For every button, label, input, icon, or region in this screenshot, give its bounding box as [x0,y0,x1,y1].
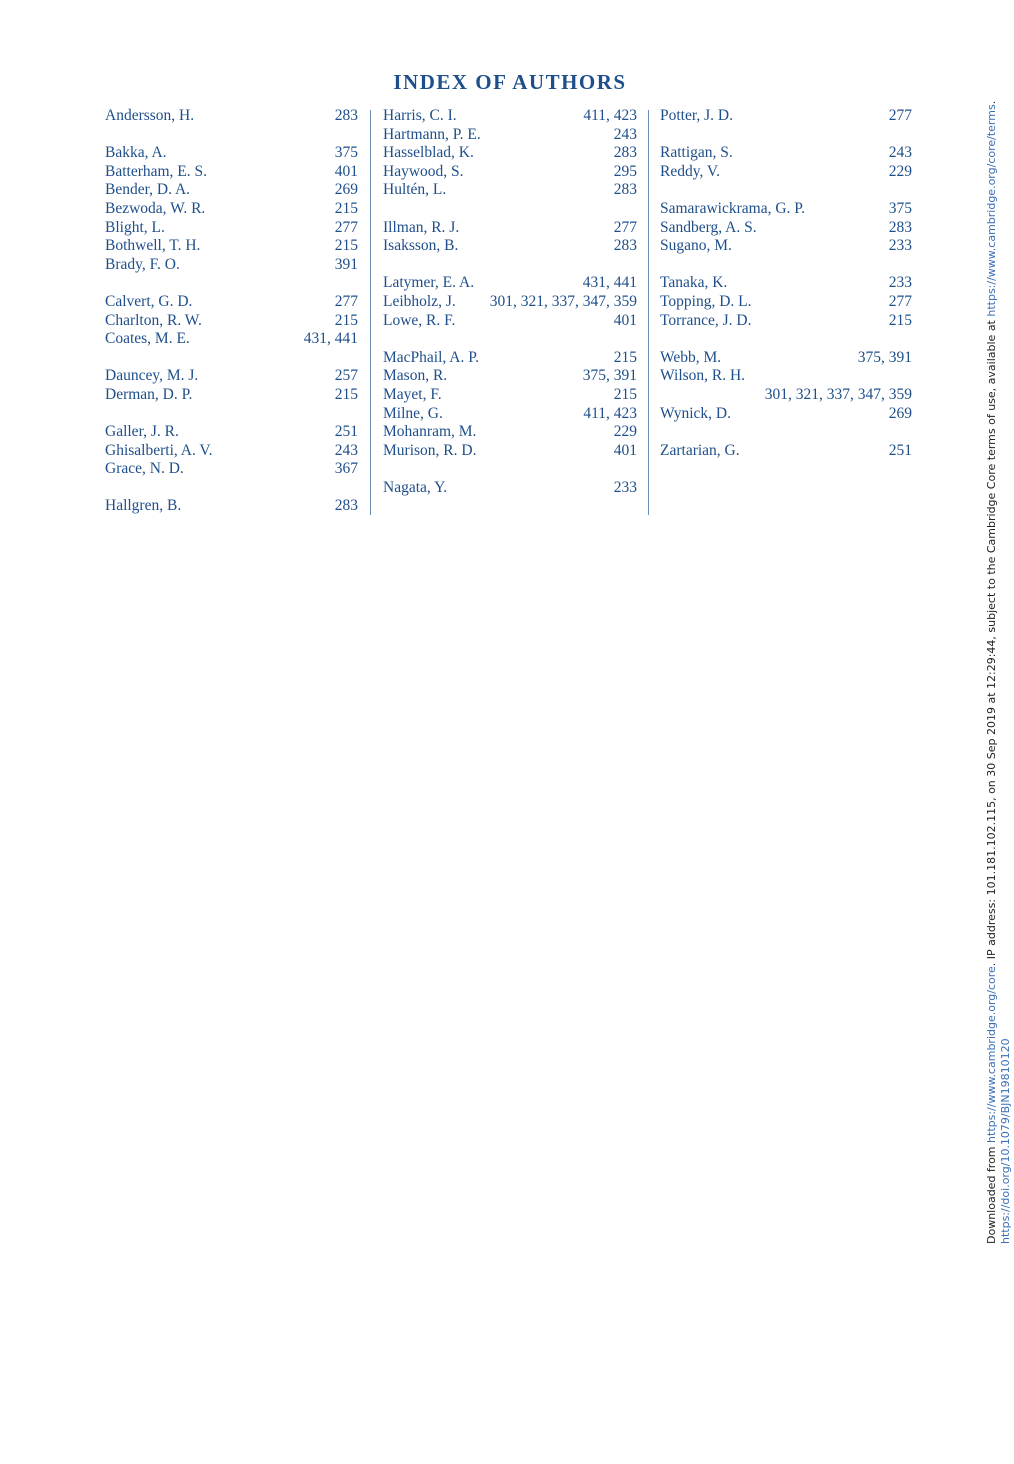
author-name: Sandberg, A. S. [660,218,757,236]
page-numbers: 277 [888,107,912,124]
page-numbers: 283 [613,181,637,199]
page-numbers: 283 [334,497,358,515]
page-numbers: 283 [613,144,637,162]
page-numbers: 215 [334,199,358,217]
page-numbers: 215 [334,385,358,403]
page-numbers: 401 [334,162,358,180]
page-numbers: 233 [888,237,912,255]
author-entry [660,312,912,331]
author-name: MacPhail, A. P. [383,348,480,366]
author-name: Wynick, D. [660,404,731,422]
page-numbers: 277 [613,218,637,236]
page-numbers: 283 [613,237,637,255]
index-column-1 [105,107,358,516]
entry-gap [383,330,637,349]
author-entry [383,107,637,126]
page-numbers: 431, 441 [303,330,358,348]
author-entry [660,163,912,182]
author-entry [383,423,637,442]
page-numbers: 243 [334,441,358,459]
page-numbers: 301, 321, 337, 347, 359 [489,292,637,310]
page-numbers: 251 [334,423,358,441]
author-name: Murison, R. D. [383,441,477,459]
author-entry [105,107,358,126]
author-entry [105,497,358,516]
author-name: Bezwoda, W. R. [105,199,206,217]
page-numbers: 301, 321, 337, 347, 359 [764,385,912,403]
page-numbers: 277 [334,218,358,236]
author-name: Potter, J. D. [660,107,734,124]
author-entry [105,312,358,331]
author-entry [383,219,637,238]
author-entry [660,219,912,238]
page-numbers: 295 [613,162,637,180]
author-entry [660,367,912,386]
notice-middle: . IP address: 101.181.102.115, on 30 Sep 2019 at 12:29:44, subject to the Cambridge Core terms of use, available at [985,316,998,967]
author-entry [105,423,358,442]
entry-gap [660,256,912,275]
author-name: Illman, R. J. [383,218,460,236]
author-entry [105,256,358,275]
page-numbers: 229 [888,162,912,180]
page-numbers: 401 [613,441,637,459]
entry-gap [105,349,358,368]
author-entry [660,237,912,256]
entry-gap [105,405,358,424]
author-entry [660,200,912,219]
page-numbers: 269 [888,404,912,422]
author-name: Webb, M. [660,348,722,366]
page-numbers: 269 [334,181,358,199]
notice-suffix: . [985,100,998,105]
page-numbers: 283 [888,218,912,236]
author-name: Hallgren, B. [105,497,182,515]
author-name: Ghisalberti, A. V. [105,441,213,459]
author-entry [105,219,358,238]
author-name: Coates, M. E. [105,330,190,348]
entry-gap [660,181,912,200]
author-entry [660,405,912,424]
author-entry [660,386,912,405]
page-numbers: 375 [888,199,912,217]
author-entry [105,144,358,163]
author-entry [105,442,358,461]
page-numbers: 411, 423 [583,404,637,422]
author-name: Latymer, E. A. [383,274,475,292]
author-entry [105,330,358,349]
author-name: Hultén, L. [383,181,447,199]
author-entry [383,237,637,256]
author-entry [383,405,637,424]
entry-gap [660,126,912,145]
author-entry [383,163,637,182]
author-entry [105,367,358,386]
author-entry [383,442,637,461]
author-name: Mason, R. [383,367,448,385]
page-numbers: 251 [888,441,912,459]
author-name: Leibholz, J. [383,292,456,310]
author-entry [383,293,637,312]
entry-gap [383,460,637,479]
page-numbers: 243 [613,125,637,143]
index-column-3 [660,107,912,460]
page-numbers: 229 [613,423,637,441]
page-numbers: 283 [334,107,358,124]
page-numbers: 367 [334,460,358,478]
terms-link[interactable]: https://www.cambridge.org/core/terms [985,104,998,317]
column-divider [648,110,649,515]
author-name: Reddy, V. [660,162,721,180]
page-numbers: 391 [334,255,358,273]
page-numbers: 233 [613,478,637,496]
author-name: Brady, F. O. [105,255,180,273]
author-name: Charlton, R. W. [105,311,202,329]
author-entry [383,144,637,163]
entry-gap [383,256,637,275]
author-entry [383,386,637,405]
author-name: Grace, N. D. [105,460,184,478]
author-entry [660,349,912,368]
author-name: Blight, L. [105,218,165,236]
author-name: Bothwell, T. H. [105,237,201,255]
page-numbers: 215 [334,311,358,329]
page-numbers: 401 [613,311,637,329]
author-entry [383,312,637,331]
page-numbers: 215 [613,348,637,366]
author-name: Hartmann, P. E. [383,125,481,143]
author-entry [383,274,637,293]
page-numbers: 277 [888,292,912,310]
author-name: Bakka, A. [105,144,167,162]
author-name: Andersson, H. [105,107,195,124]
author-entry [660,144,912,163]
author-entry [383,349,637,368]
author-name: Nagata, Y. [383,478,448,496]
author-entry [105,386,358,405]
page-numbers: 257 [334,367,358,385]
author-name: Harris, C. I. [383,107,457,124]
page-numbers: 375, 391 [857,348,912,366]
download-notice [985,101,1013,1244]
entry-gap [105,126,358,145]
author-entry [383,367,637,386]
page-numbers: 215 [334,237,358,255]
page-numbers: 411, 423 [583,107,637,124]
page-numbers: 375 [334,144,358,162]
author-name: Milne, G. [383,404,443,422]
author-name: Derman, D. P. [105,385,193,403]
author-name: Calvert, G. D. [105,292,193,310]
author-name: Isaksson, B. [383,237,459,255]
author-name: Torrance, J. D. [660,311,752,329]
author-entry [105,181,358,200]
author-entry [105,237,358,256]
author-name: Mohanram, M. [383,423,477,441]
author-name: Samarawickrama, G. P. [660,199,806,217]
author-entry [660,107,912,126]
entry-gap [105,479,358,498]
notice-prefix: Downloaded from [985,1142,998,1244]
page-numbers: 233 [888,274,912,292]
column-divider [370,110,371,515]
author-name: Galler, J. R. [105,423,179,441]
page-title: INDEX OF AUTHORS [393,70,627,94]
page-numbers: 215 [888,311,912,329]
cambridge-core-link[interactable]: https://www.cambridge.org/core [985,966,998,1143]
author-entry [105,293,358,312]
author-name: Hasselblad, K. [383,144,474,162]
author-entry [105,163,358,182]
author-name: Wilson, R. H. [660,367,746,385]
author-entry [383,181,637,200]
author-entry [660,442,912,461]
author-name: Lowe, R. F. [383,311,456,329]
author-name: Zartarian, G. [660,441,740,459]
author-name: Haywood, S. [383,162,464,180]
entry-gap [383,200,637,219]
author-entry [105,460,358,479]
author-entry [105,200,358,219]
doi-link[interactable]: https://doi.org/10.1079/BJN19810120 [999,1038,1012,1244]
entry-gap [105,274,358,293]
author-entry [660,274,912,293]
author-name: Tanaka, K. [660,274,728,292]
author-name: Batterham, E. S. [105,162,208,180]
author-name: Sugano, M. [660,237,732,255]
author-name: Bender, D. A. [105,181,191,199]
author-name: Mayet, F. [383,385,442,403]
page-numbers: 375, 391 [582,367,637,385]
page-numbers: 277 [334,292,358,310]
author-name: Rattigan, S. [660,144,733,162]
page-numbers: 243 [888,144,912,162]
page-numbers: 431, 441 [582,274,637,292]
author-entry [383,479,637,498]
author-entry [660,293,912,312]
entry-gap [660,330,912,349]
index-column-2 [383,107,637,497]
page-numbers: 215 [613,385,637,403]
author-entry [383,126,637,145]
entry-gap [660,423,912,442]
author-name: Dauncey, M. J. [105,367,199,385]
author-name: Topping, D. L. [660,292,752,310]
